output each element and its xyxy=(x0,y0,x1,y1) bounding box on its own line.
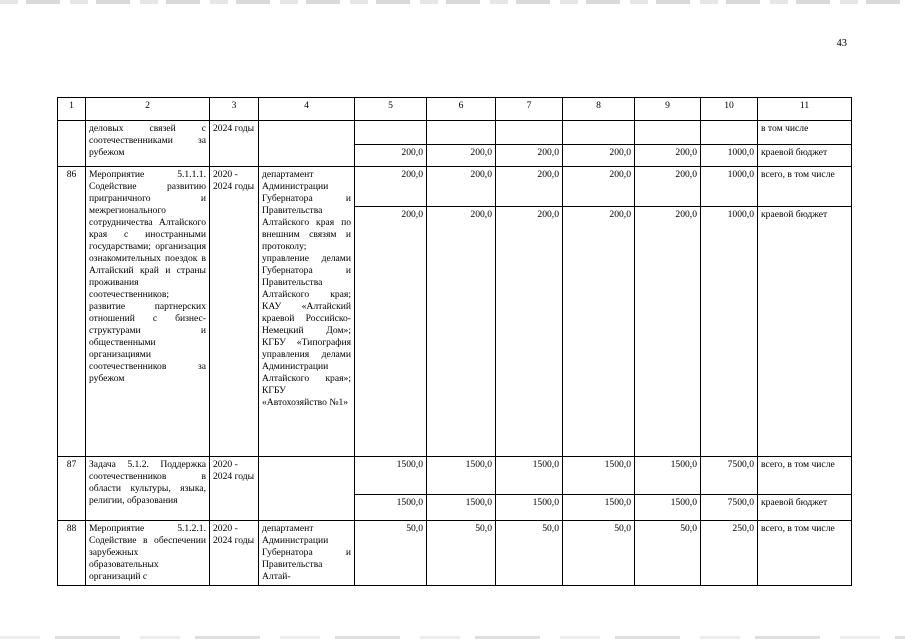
row-index: 87 xyxy=(58,457,86,521)
item-executor: департамент Администрации Губернатора и Правительства Алтайского края по внешним связям и протоколу; управление делами Губернатора и Правительства Алтайского края; КАУ «Алтайский краевой Российско-Немецкий Дом»; КГБУ «Типография управления делами Администрации Алтайского края»; КГБУ «Автохозяйство №1» xyxy=(259,167,355,457)
row-index xyxy=(58,121,86,167)
table-row xyxy=(58,521,852,586)
value-cell: 200,0 xyxy=(427,207,496,457)
item-name: Мероприятие 5.1.2.1. Содействие в обеспечении зарубежных образовательных организаций с xyxy=(86,521,210,586)
value-cell: 50,0 xyxy=(355,521,427,586)
col-header: 7 xyxy=(496,98,563,121)
col-header: 11 xyxy=(758,98,852,121)
funding-source: краевой бюджет xyxy=(758,495,852,521)
value-cell: 200,0 xyxy=(635,207,701,457)
value-cell: 1500,0 xyxy=(355,495,427,521)
value-cell: 1000,0 xyxy=(701,145,758,167)
value-cell: 200,0 xyxy=(355,145,427,167)
funding-source: краевой бюджет xyxy=(758,207,852,457)
value-cell: 1500,0 xyxy=(496,495,563,521)
program-table xyxy=(57,97,852,586)
col-header: 6 xyxy=(427,98,496,121)
row-index: 86 xyxy=(58,167,86,457)
value-cell: 1500,0 xyxy=(563,495,635,521)
value-cell: 1500,0 xyxy=(635,457,701,495)
value-cell: 1500,0 xyxy=(427,457,496,495)
value-cell: 200,0 xyxy=(563,207,635,457)
header-row xyxy=(58,98,852,121)
value-cell: 200,0 xyxy=(635,145,701,167)
value-cell: 200,0 xyxy=(355,207,427,457)
value-cell xyxy=(701,121,758,145)
item-period: 2020 - 2024 годы xyxy=(210,167,259,457)
col-header: 4 xyxy=(259,98,355,121)
value-cell: 200,0 xyxy=(427,167,496,207)
col-header: 3 xyxy=(210,98,259,121)
item-name: Мероприятие 5.1.1.1. Содействие развитию приграничного и межрегионального сотрудничества Алтайского края с иностранными государствами; организация ознакомительных поездок в Алтайский край и страны проживания соотечественников; развитие партнерских отношений с бизнес-структурами и общественными организациями соотечественников за рубежом xyxy=(86,167,210,457)
funding-source: краевой бюджет xyxy=(758,145,852,167)
value-cell: 200,0 xyxy=(496,167,563,207)
value-cell: 1500,0 xyxy=(563,457,635,495)
value-cell: 200,0 xyxy=(355,167,427,207)
value-cell: 50,0 xyxy=(563,521,635,586)
value-cell: 50,0 xyxy=(496,521,563,586)
value-cell xyxy=(563,121,635,145)
value-cell: 7500,0 xyxy=(701,457,758,495)
value-cell xyxy=(635,121,701,145)
value-cell xyxy=(496,121,563,145)
value-cell: 200,0 xyxy=(563,145,635,167)
scan-edge-top xyxy=(0,0,905,4)
value-cell xyxy=(355,121,427,145)
value-cell: 1500,0 xyxy=(427,495,496,521)
table-row xyxy=(58,457,852,495)
funding-source: всего, в том числе xyxy=(758,521,852,586)
funding-source: в том числе xyxy=(758,121,852,145)
item-executor xyxy=(259,121,355,167)
item-period: 2024 годы xyxy=(210,121,259,167)
value-cell: 1000,0 xyxy=(701,167,758,207)
funding-source: всего, в том числе xyxy=(758,167,852,207)
value-cell: 250,0 xyxy=(701,521,758,586)
item-executor xyxy=(259,457,355,521)
col-header: 9 xyxy=(635,98,701,121)
page-number: 43 xyxy=(836,38,847,49)
col-header: 1 xyxy=(58,98,86,121)
value-cell: 200,0 xyxy=(563,167,635,207)
value-cell: 7500,0 xyxy=(701,495,758,521)
value-cell: 1500,0 xyxy=(496,457,563,495)
value-cell: 1500,0 xyxy=(355,457,427,495)
col-header: 8 xyxy=(563,98,635,121)
item-name: Задача 5.1.2. Поддержка соотечественников в области культуры, языка, религии, образования xyxy=(86,457,210,521)
col-header: 2 xyxy=(86,98,210,121)
table-row xyxy=(58,167,852,207)
item-period: 2020 - 2024 годы xyxy=(210,521,259,586)
col-header: 5 xyxy=(355,98,427,121)
value-cell: 200,0 xyxy=(496,145,563,167)
value-cell xyxy=(427,121,496,145)
table-row xyxy=(58,121,852,145)
item-name: деловых связей с соотечественниками за рубежом xyxy=(86,121,210,167)
value-cell: 1000,0 xyxy=(701,207,758,457)
value-cell: 200,0 xyxy=(635,167,701,207)
value-cell: 200,0 xyxy=(427,145,496,167)
value-cell: 50,0 xyxy=(635,521,701,586)
value-cell: 1500,0 xyxy=(635,495,701,521)
item-period: 2020 - 2024 годы xyxy=(210,457,259,521)
row-index: 88 xyxy=(58,521,86,586)
value-cell: 200,0 xyxy=(496,207,563,457)
item-executor: департамент Администрации Губернатора и Правительства Алтай- xyxy=(259,521,355,586)
value-cell: 50,0 xyxy=(427,521,496,586)
funding-source: всего, в том числе xyxy=(758,457,852,495)
col-header: 10 xyxy=(701,98,758,121)
